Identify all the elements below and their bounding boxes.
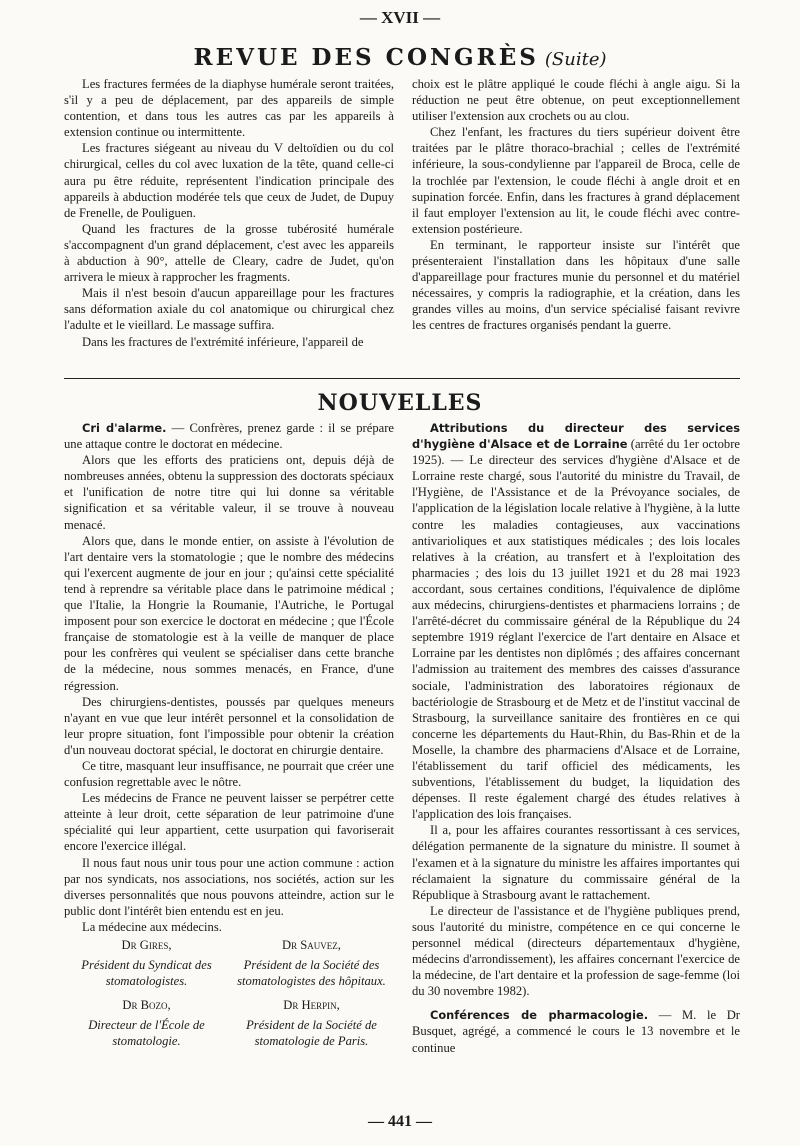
paragraph: Alors que les efforts des praticiens ont, depuis déjà de nombreuses années, obtenu la suppression des doctorats spéciaux et l'unification de notre titre qui lui donne sa véritable signification et sa véritable valeur, il se trouve à nouveau menacé. [64,453,394,532]
section-title-text: REVUE DES CONGRÈS [193,44,539,71]
paragraph: Les fractures fermées de la diaphyse humérale seront traitées, s'il y a peu de déplacement, par des appareils de simple contention, et dans tous les autres cas par les appareils à extension continue ou intermittente. [64,77,394,140]
signature-block [229,937,394,997]
paragraph: Les fractures siégeant au niveau du V deltoïdien ou du col chirurgical, celles du col avec luxation de la tête, quand celle-ci aura pu être réduite, représentent l'indication principale des appareils à abduction modérée tels que ceux de Judet, de Dupuy de Frenelle, de Pouliguen. [64,141,394,220]
paragraph: En terminant, le rapporteur insiste sur l'intérêt que présenteraient l'installation dans les hôpitaux d'une salle d'appareillage pour fractures munie du personnel et du matériel nécessaires, y compris la radiographie, et la création, dans les grandes villes au moins, d'un service spécialisé faisant revivre les centres de fractures organisés pendant la guerre. [412,237,740,333]
paragraph: La médecine aux médecins. [82,919,222,934]
signature-block [229,997,394,1057]
signature-block [64,997,229,1057]
paragraph: Mais il n'est besoin d'aucun appareillage pour les fractures sans déformation axiale du col anatomique ou chirurgical chez l'adulte et le vieillard. Le massage suffira. [64,286,394,333]
paragraph-text: — M. le Dr Busquet, agrégé, a commencé le cours le 13 novembre et le continue [412,1008,740,1055]
paragraph: Les médecins de France ne peuvent laisser se perpétrer cette atteinte à leur droit, cette séparation de leur patrimoine d'une spécialité qui leur appartient, cette usurpation qui favoriserait encore l'exercice illégal. [64,791,394,854]
paragraph-text: (arrêté du 1er octobre 1925). — Le directeur des services d'hygiène d'Alsace et de Lorraine reste chargé, sous l'autorité du ministre du Travail, de l'Hygiène, de l'Assistance et de la Prévoyance sociales, de l'application de la législation locale relative à l'hygiène, à la lutte contre les maladies contagieuses, aux vaccinations antivarioliques et aux statistiques médicales ; des lois locales relatives à la création, au transfert et à l'exploitation des pharmacies ; des lois du 13 juillet 1921 et du 28 mai 1923 accordant, sous certaines conditions, l'équivalence de diplôme aux médecins, chirurgiens-dentistes et pharmaciens lorrains ; de l'arrêté-décret du commissaire général de la République du 24 septembre 1919 réglant l'exercice de l'art dentaire en Alsace et Lorraine par les dentistes non diplômés ; des affaires concernant l'admission au traitement des membres des caisses d'assurance sociale, l'administration des laboratoires régionaux de bactériologie de Strasbourg et de Metz et de l'institut vaccinal de Strasbourg, la surveillance sanitaire des frontières en ce qui concerne les départements du Haut-Rhin, du Bas-Rhin et de la Moselle, la chambre des pharmaciens d'Alsace et de Lorraine, l'établissement du tarif officiel des médicaments, les subventions, l'établissement du budget, la liquidation des dépenses. Il reste également chargé des études relatives à l'application des lois françaises. [412,437,740,822]
signatures [64,937,394,1058]
paragraph: Dans les fractures de l'extrémité inférieure, l'appareil de [82,334,364,349]
page-number: — 441 — [368,1113,432,1130]
paragraph-cri [64,420,394,452]
signature-name: Dr Gires, [121,938,172,952]
lead-cri-alarme: Cri d'alarme. [82,421,167,435]
revue-column-left [64,76,394,350]
nouvelles-column-left [64,420,394,1058]
signature-role: Directeur de l'École de stomatologie. [88,1018,205,1049]
section-title-revue [0,44,800,71]
paragraph: Chez l'enfant, les fractures du tiers supérieur doivent être traitées par le plâtre thoraco-brachial ; celles de l'extrémité inférieure, la sous-condylienne par l'appareil de Broca, celle de la trochlée par l'extension, le coude fléchi à angle droit et en supination forcée. Enfin, dans les fractures à grand déplacement il faut employer l'extension au lit, le coude fléchi avec contre-extension postérieure. [412,125,740,236]
paragraph: choix est le plâtre appliqué le coude fléchi à angle aigu. Si la réduction ne peut être obtenue, on peut exceptionnellement utiliser l'extension aux crochets ou au clou. [412,77,740,124]
paragraph: Quand les fractures de la grosse tubérosité humérale s'accompagnent d'un grand déplacement, c'est avec les appareils à abduction à 90°, attelle de Cleary, cadre de Judet, qu'on arrivera le mieux à rapprocher les fragments. [64,221,394,285]
paragraph: Il nous faut nous unir tous pour une action commune : action par nos syndicats, nos associations, nos sociétés, action sur les diverses personnalités que nous pouvons atteindre, action sur le public dont l'intérêt bien entendu est en jeu. [64,855,394,918]
paragraph: Alors que, dans le monde entier, on assiste à l'évolution de l'art dentaire vers la stomatologie ; que le nombre des médecins qui l'exercent augmente de jour en jour ; qu'ainsi cette spécialité tend à reprendre sa véritable place dans le patrimoine médical ; que l'Italie, la Hongrie la Roumanie, l'Autriche, le Portugal imposent pour son exercice le doctorat en médecine ; que l'École française de stomatologie est à la veille de manquer de place pour les confrères qui veulent se spécialiser dans cette branche de la médecine, nous sommes menacés, en France, d'une régression. [64,533,394,693]
signature-name: Dr Bozo, [122,998,171,1013]
section-title-nouvelles: NOUVELLES [317,390,483,416]
lead-attributions: Attributions du directeur des services d'hygiène d'Alsace et de Lorraine [412,421,740,452]
signature-block [64,937,229,997]
signature-name: Dr Herpin, [283,998,340,1013]
paragraph: Le directeur de l'assistance et de l'hygiène publiques prend, sous l'autorité du ministre, compétence en ce qui concerne le personnel médical (directeurs départementaux d'hygiène, médecins d'arrondissement), les affaires concernant l'exercice de la médecine, de l'art dentaire et la profession de sage-femme (loi du 30 novembre 1982). [412,903,740,999]
paragraph: Des chirurgiens-dentistes, poussés par quelques meneurs n'ayant en vue que leur intérêt personnel et la consolidation de leur propre situation, font l'impossible pour obtenir la création d'un nouveau doctorat spécial, le doctorat en chirurgie dentaire. [64,694,394,757]
paragraph-attributions [412,420,740,822]
signature-role: Président de la Société des stomatologistes des hôpitaux. [237,958,386,989]
revue-column-right [412,76,740,334]
paragraph-text: — Confrères, prenez garde : il se prépare une attaque contre le doctorat en médecine. [64,421,394,452]
signature-name: Dr Sauvez, [282,938,341,952]
section-divider [64,378,740,379]
signature-role: Président de la Société de stomatologie de Paris. [246,1018,377,1049]
paragraph: Il a, pour les affaires courantes ressortissant à ces services, délégation permanente de la signature du ministre. Il soumet à l'examen et à la signature du ministre les affaires importantes qui réclamaient la signature du commissaire général de la République à Strasbourg avant le rattachement. [412,823,740,902]
section-title-suffix: (Suite) [544,49,607,70]
roman-page-numeral: — XVII — [359,8,441,27]
paragraph-conferences [412,1007,740,1055]
lead-conferences: Conférences de pharmacologie. [430,1008,649,1023]
signature-role: Président du Syndicat des stomatologistes. [81,958,212,989]
paragraph: Ce titre, masquant leur insuffisance, ne pourrait que créer une confusion regrettable avec le nôtre. [64,758,394,790]
nouvelles-column-right [412,420,740,1056]
